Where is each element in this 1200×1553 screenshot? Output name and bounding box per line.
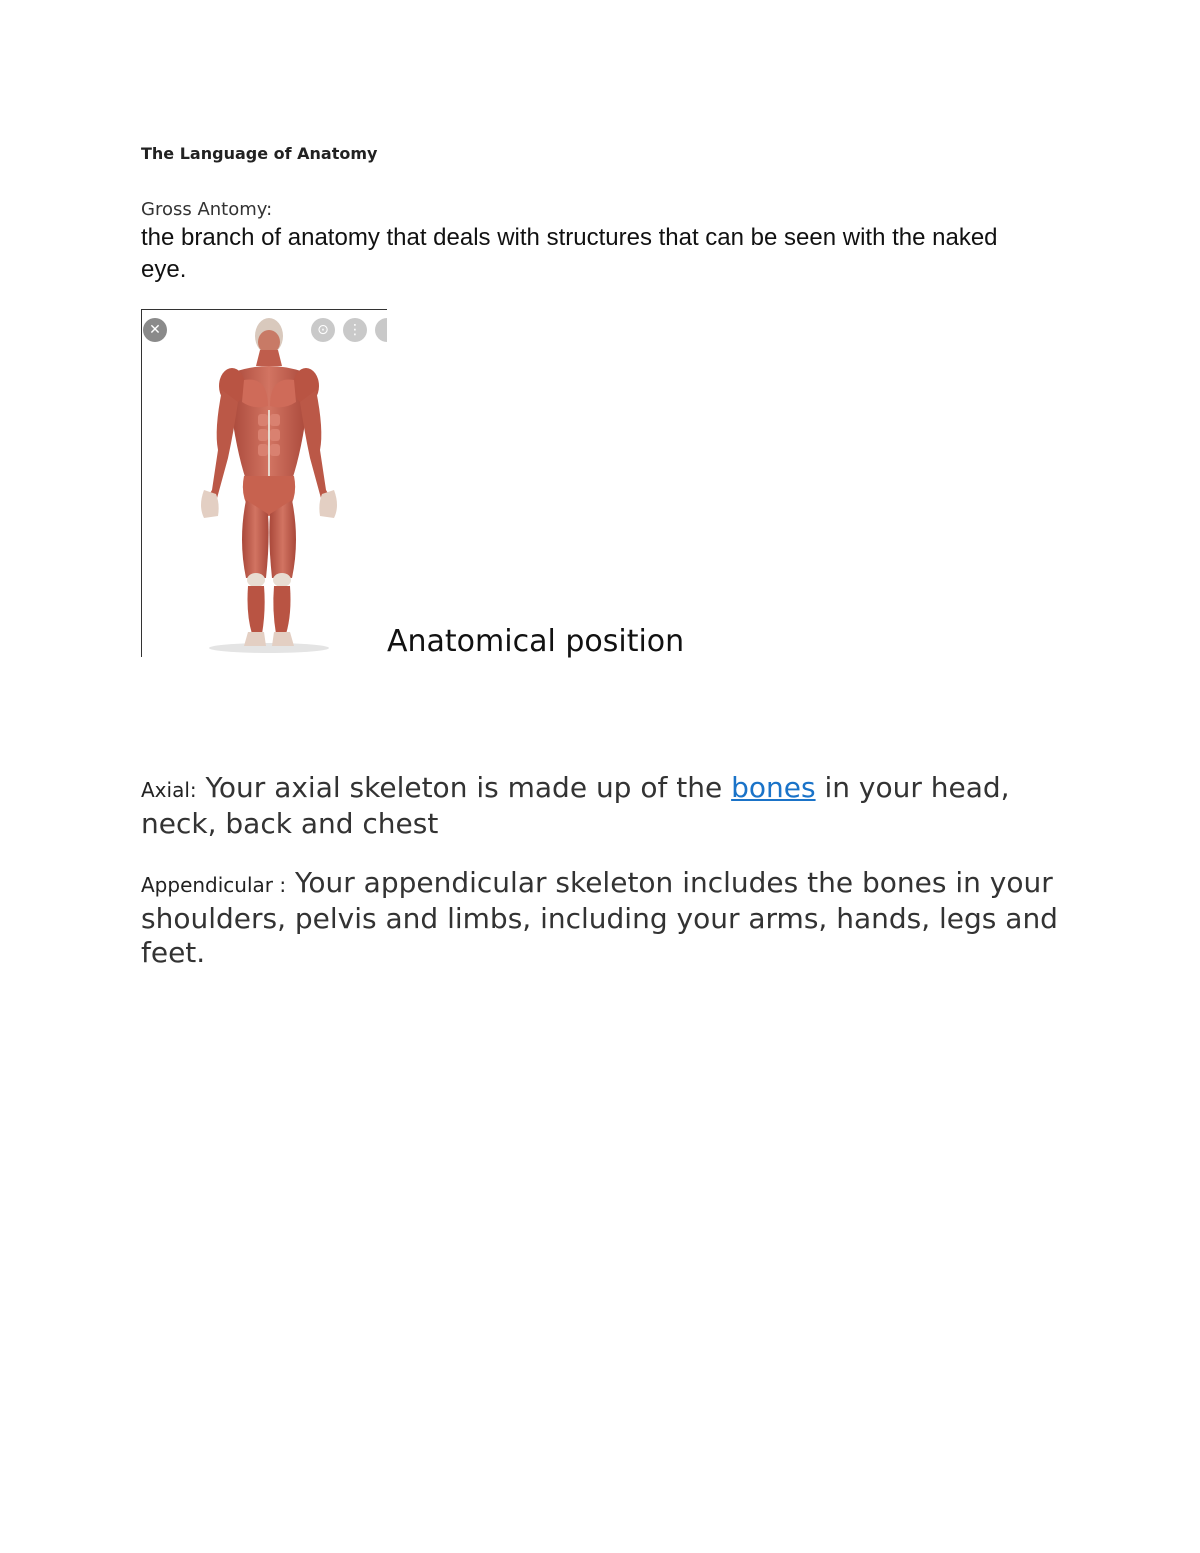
close-icon[interactable]: ✕: [143, 318, 167, 342]
axial-text-before: Your axial skeleton is made up of the: [196, 771, 732, 804]
gross-anatomy-label: Gross Antomy:: [141, 199, 273, 220]
gross-anatomy-definition: the branch of anatomy that deals with structures that can be seen with the naked eye.: [141, 224, 998, 283]
figure-caption: Anatomical position: [387, 624, 685, 659]
anatomy-figure[interactable]: [141, 309, 387, 657]
lens-icon[interactable]: ⊙: [311, 318, 335, 342]
axial-text-after: in your head, neck, back and chest: [141, 771, 1010, 840]
axial-label: Axial:: [141, 778, 197, 802]
appendicular-paragraph: [141, 866, 1071, 970]
axial-paragraph: [141, 771, 1071, 841]
document-title: The Language of Anatomy: [141, 144, 378, 163]
muscle-body-illustration: [142, 310, 387, 657]
appendicular-label: Appendicular :: [141, 873, 287, 897]
appendicular-text: Your appendicular skeleton includes the bones in your shoulders, pelvis and limbs, including your arms, hands, legs and feet.: [141, 866, 1058, 969]
more-icon[interactable]: ⋮: [343, 318, 367, 342]
bones-link[interactable]: bones: [731, 771, 816, 804]
